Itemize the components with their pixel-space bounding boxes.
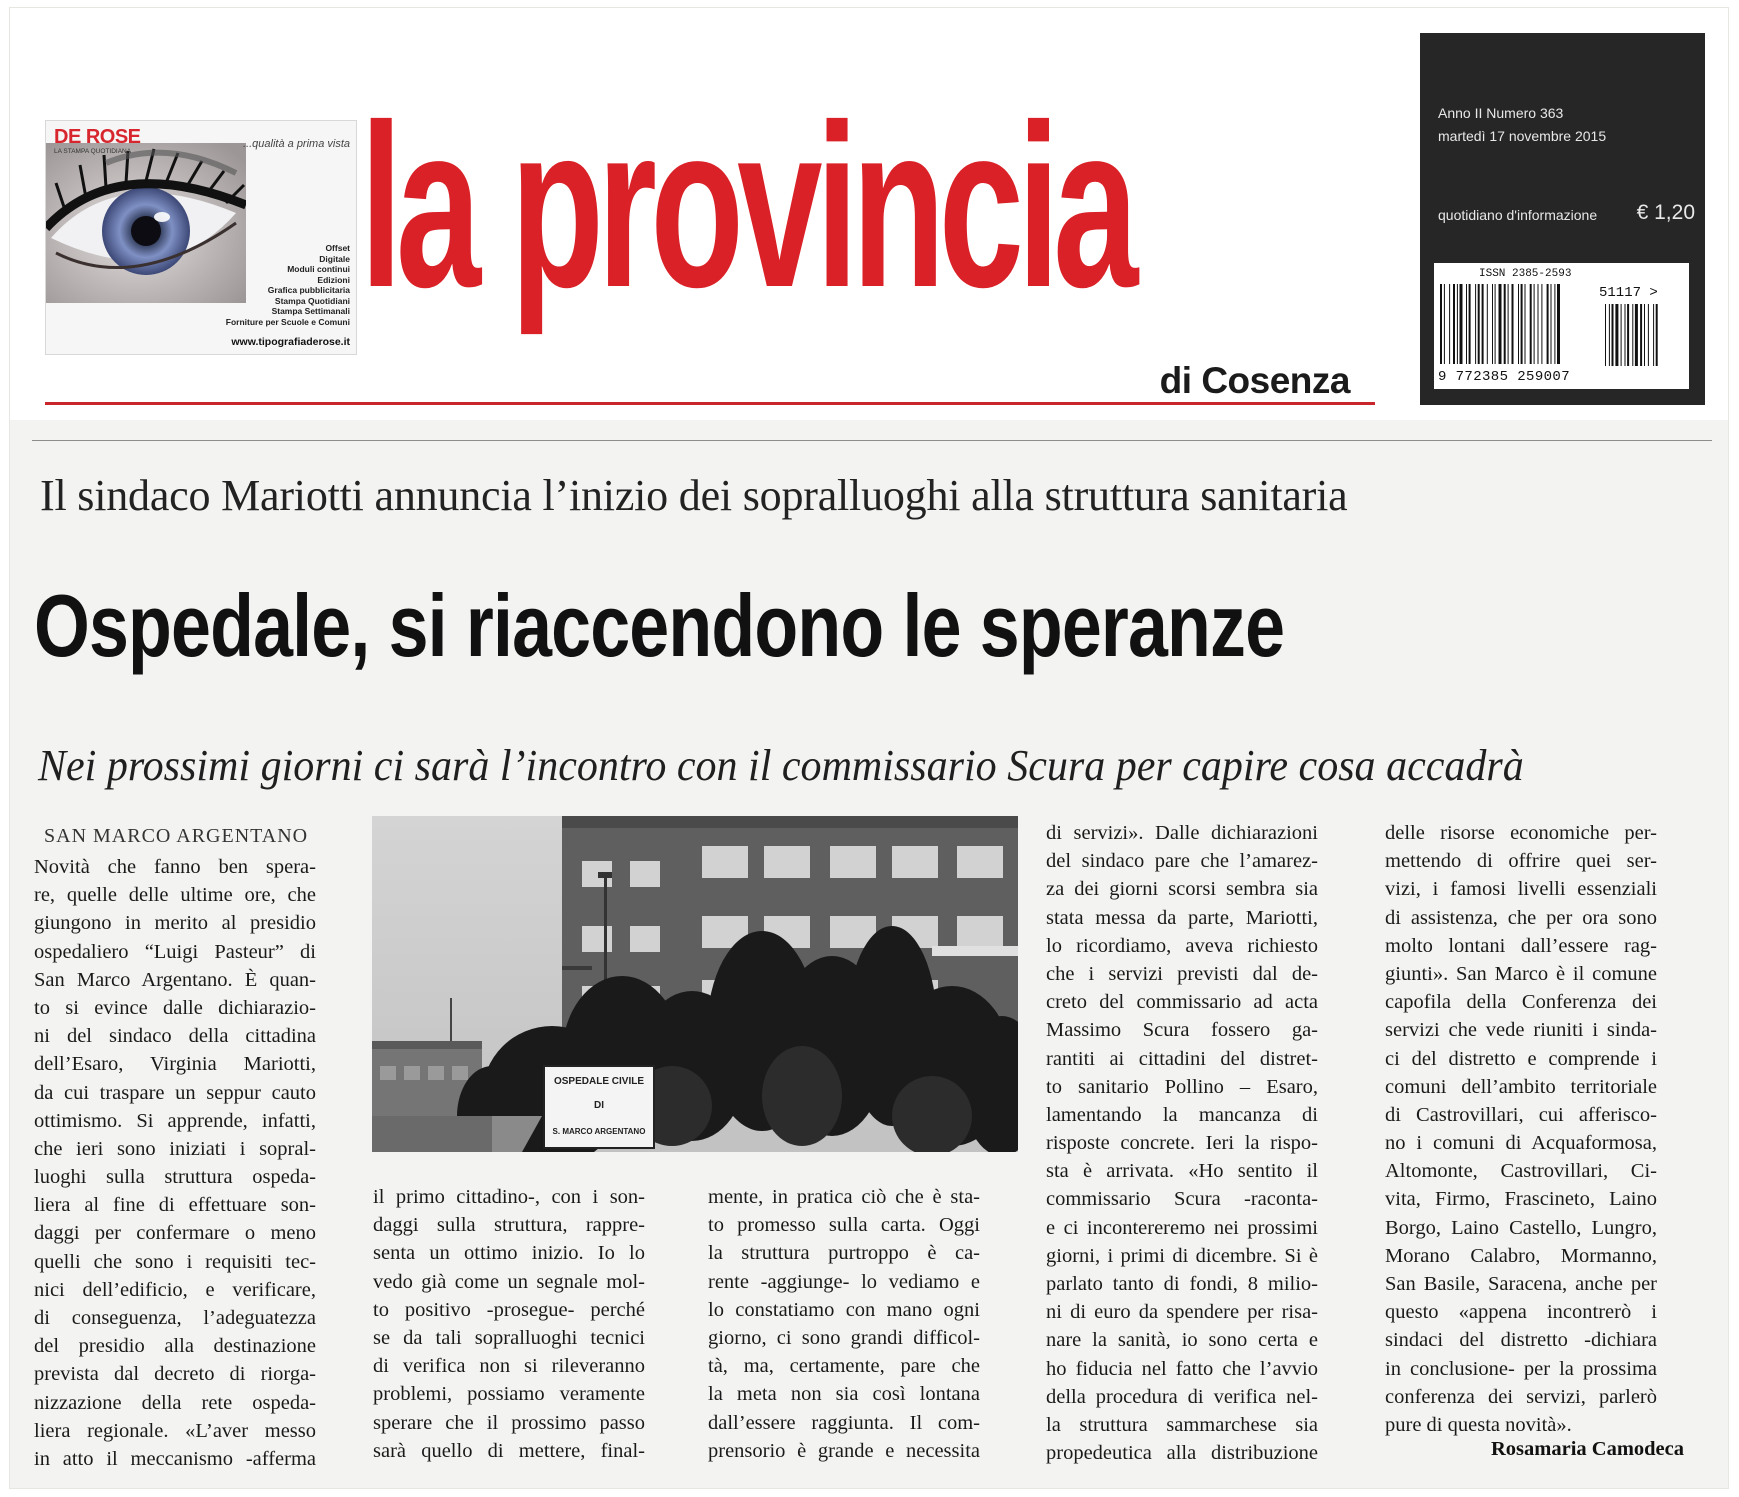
article-column-4: [1046, 819, 1318, 1467]
barcode-bar: [1499, 284, 1502, 364]
article-text-line: to si evince dalle dichiarazio-: [34, 996, 316, 1019]
article-text-line: Novità che fanno ben spera-: [34, 856, 316, 878]
article-text-line: questo «appena incontrerò i: [1385, 1301, 1657, 1324]
article-text-line: servizi che vede riuniti i sinda-: [1385, 1019, 1657, 1042]
ad-brand-subtitle: LA STAMPA QUOTIDIANA: [54, 148, 132, 155]
article-text-line: vizi, i famosi livelli essenziali: [1385, 878, 1657, 901]
article-text-line: liera al fine di effettuare son-: [34, 1194, 316, 1217]
article-text-line: daggi per confermare o meno: [34, 1222, 316, 1245]
article-text-line: risposte concrete. Ieri la rispo-: [1046, 1132, 1318, 1155]
article-text-line: parlato tanto di fondi, 8 milio-: [1046, 1273, 1318, 1295]
article-text-line: no i comuni di Acquaformosa,: [1385, 1132, 1657, 1155]
article-text-line: il primo cittadino-, con i son-: [373, 1186, 645, 1208]
article-text-line: vedo già come un segnale mol-: [373, 1270, 645, 1293]
article-text-line: nare la sanità, io sono certa e: [1046, 1329, 1318, 1352]
article-text-line: la struttura purtroppo è ca-: [708, 1242, 980, 1265]
article-byline: Rosamaria Camodeca: [1490, 1438, 1684, 1460]
article-text-line: ospedaliero “Luigi Pasteur” di: [34, 940, 316, 963]
article-text-line: delle risorse economiche per-: [1385, 822, 1657, 844]
ad-tagline: ...qualità a prima vista: [243, 138, 350, 150]
article-text-line: to positivo -prosegue- perché: [373, 1298, 645, 1321]
article-text-line: in conclusione- per la prossima: [1385, 1357, 1657, 1380]
article-text-line: quelli che sono i requisiti tec-: [34, 1250, 316, 1273]
masthead-red-rule: [45, 402, 1375, 405]
article-headline: Ospedale, si riaccendono le speranze: [34, 576, 1285, 675]
article-text-line: stata messa da parte, Mariotti,: [1046, 906, 1318, 929]
masthead-title: la provincia: [360, 77, 1132, 336]
photo-sign-line-1: OSPEDALE CIVILE: [553, 1076, 645, 1087]
article-text-line: ci del distretto e comprende i: [1385, 1047, 1657, 1070]
article-text-line: Altomonte, Castrovillari, Ci-: [1385, 1160, 1657, 1183]
barcode-bar: [1635, 304, 1638, 366]
article-text-line: Borgo, Laino Castello, Lungro,: [1385, 1216, 1657, 1239]
article-text-line: re, quelle delle ultime ore, che: [34, 884, 316, 907]
barcode-bar: [1632, 304, 1633, 366]
barcode-bar: [1512, 284, 1514, 364]
article-text-line: da cui traspare un seppur cauto: [34, 1081, 316, 1104]
article-text-line: nici dell’edificio, e verificare,: [34, 1278, 316, 1301]
barcode-bar: [1495, 284, 1496, 364]
article-text-line: lo ricordiamo, aveva richiesto: [1046, 934, 1318, 957]
barcode-bar: [1457, 284, 1458, 364]
article-text-line: sindaci del distretto -dichiara: [1385, 1329, 1657, 1352]
issue-info-panel: [1420, 33, 1705, 405]
advertisement-box: [45, 120, 357, 355]
ad-service-item: Moduli continui: [287, 264, 350, 274]
barcode-bar: [1648, 304, 1649, 366]
photo-sign-line-2: DI: [594, 1100, 604, 1111]
ad-service-item: Offset: [325, 243, 350, 253]
article-text-line: conferenza dei servizi, parlerò: [1385, 1385, 1657, 1408]
ad-service-item: Edizioni: [317, 274, 350, 285]
article-text-line: dall’essere raggiunta. Il com-: [708, 1411, 980, 1434]
article-text-line: to promesso sulla carta. Oggi: [708, 1214, 980, 1237]
headline-rule: [32, 440, 1712, 441]
article-text-line: commissario Scura -raconta-: [1046, 1188, 1318, 1211]
article-text-line: del sindaco pare che l’amarez-: [1046, 850, 1318, 873]
ad-brand-name: DE ROSE: [54, 126, 141, 148]
article-deck: Nei prossimi giorni ci sarà l’incontro con il commissario Scura per capire cosa accadrà: [38, 741, 1524, 790]
issue-date: martedì 17 novembre 2015: [1438, 128, 1607, 144]
barcode-bar: [1525, 284, 1526, 364]
newspaper-description: quotidiano d'informazione: [1438, 207, 1598, 223]
barcode-addon-digits: 51117 >: [1599, 285, 1658, 301]
article-text-line: che ieri sono iniziati i sopral-: [34, 1137, 316, 1160]
article-text-line: ottimismo. Si apprende, infatti,: [34, 1109, 316, 1132]
article-text-line: la meta non sia così lontana: [708, 1383, 980, 1406]
article-text-line: rente -aggiunge- lo vediamo e: [708, 1270, 980, 1293]
article-text-line: comuni dell’ambito territoriale: [1385, 1075, 1657, 1098]
barcode-box: [1434, 263, 1689, 389]
hospital-photo: [372, 816, 1018, 1152]
barcode-bar: [1482, 284, 1484, 364]
ad-services-list: [226, 243, 350, 327]
barcode-bar: [1466, 284, 1467, 364]
issue-number: Anno II Numero 363: [1438, 105, 1564, 121]
eye-photo-icon: [46, 143, 246, 303]
ad-website-url: www.tipografiaderose.it: [231, 336, 350, 348]
masthead-subtitle: di Cosenza: [1159, 360, 1350, 401]
article-text-line: lo constatiamo con mano ogni: [708, 1298, 980, 1321]
article-text-line: di conseguenza, l’adeguatezza: [34, 1307, 316, 1329]
article-text-line: mente, in pratica ciò che è sta-: [708, 1186, 980, 1208]
barcode-bar: [1644, 304, 1645, 366]
article-text-line: giorni, i primi di dicembre. Si è: [1046, 1244, 1318, 1267]
article-text-line: lamentando la mancanza di: [1046, 1103, 1318, 1126]
article-text-line: che i servizi previsti dal de-: [1046, 962, 1318, 985]
article-text-line: sta è arrivata. «Ho sentito il: [1046, 1160, 1318, 1183]
ad-service-item: Stampa Quotidiani: [274, 295, 350, 306]
barcode-bar: [1508, 284, 1509, 364]
barcode-bar: [1440, 284, 1442, 364]
barcode-bar: [1469, 284, 1471, 364]
barcode-bar: [1551, 284, 1552, 364]
barcode-bar: [1449, 284, 1450, 364]
article-text-line: del presidio alla destinazione: [34, 1335, 316, 1358]
article-text-line: za dei giorni scorsi sembra sia: [1046, 878, 1318, 901]
article-text-line: San Marco Argentano. È quan-: [34, 968, 316, 991]
barcode-bar: [1475, 284, 1476, 364]
article-text-line: e ci incontereremo nei prossimi: [1046, 1216, 1318, 1239]
article-text-line: in atto il meccanismo -afferma: [34, 1447, 316, 1470]
issn-number: ISSN 2385-2593: [1479, 268, 1572, 280]
article-text-line: Morano Calabro, Mormanno,: [1385, 1244, 1657, 1267]
barcode-bar: [1478, 284, 1480, 364]
article-text-line: rantiti ai cittadini del distret-: [1046, 1047, 1318, 1070]
article-text-line: giorno, ci sono grandi difficol-: [708, 1326, 980, 1349]
article-text-line: luoghi sulla struttura ospeda-: [34, 1166, 316, 1189]
article-dateline: SAN MARCO ARGENTANO: [44, 825, 309, 847]
article-text-line: della procedura di verifica nel-: [1046, 1385, 1318, 1408]
article-text-line: nizzazione della rete ospeda-: [34, 1391, 316, 1414]
article-text-line: pure di questa novità».: [1385, 1413, 1572, 1436]
article-text-line: ho fiducia nel fatto che l’avvio: [1046, 1357, 1318, 1380]
article-text-line: propedeutica alla distribuzione: [1046, 1442, 1318, 1465]
barcode-bar: [1460, 284, 1463, 364]
barcode-bar: [1554, 284, 1555, 364]
barcode-digits: 9 772385 259007: [1438, 369, 1571, 385]
article-text-line: mettendo di offrire quei ser-: [1385, 850, 1657, 873]
article-text-line: sarà quello di mettere, final-: [373, 1439, 645, 1462]
ad-service-item: Stampa Settimanali: [271, 306, 350, 316]
article-text-line: San Basile, Saracena, anche per: [1385, 1273, 1657, 1295]
barcode-bar: [1492, 284, 1493, 364]
article-text-line: prensorio è grande e necessita: [708, 1439, 980, 1462]
ad-service-item: Grafica pubblicitaria: [267, 285, 350, 295]
article-text-line: creto del commissario ad acta: [1046, 991, 1318, 1014]
article-text-line: dell’Esaro, Virginia Mariotti,: [34, 1053, 316, 1076]
article-kicker: Il sindaco Mariotti annuncia l’inizio dei sopralluoghi alla struttura sanitaria: [40, 471, 1348, 520]
photo-sign-line-3: S. MARCO ARGENTANO: [552, 1127, 646, 1136]
article-text-line: di servizi». Dalle dichiarazioni: [1046, 822, 1318, 844]
article-text-line: molto lontani dall’essere rag-: [1385, 934, 1657, 957]
barcode-bar: [1521, 284, 1523, 364]
article-column-3: [708, 1183, 980, 1465]
article-text-line: senta un ottimo inizio. Io lo: [373, 1242, 645, 1265]
article-text-line: capofila della Conferenza dei: [1385, 991, 1657, 1014]
article-text-line: to sanitario Pollino – Esaro,: [1046, 1075, 1318, 1098]
barcode-bar: [1609, 304, 1610, 366]
article-text-line: ni del sindaco della cittadina: [34, 1025, 316, 1048]
article-text-line: di assistenza, che per ora sono: [1385, 906, 1657, 929]
article-text-line: problemi, possiamo veramente: [373, 1383, 645, 1406]
barcode-bar: [1612, 304, 1614, 366]
article-text-line: vita, Firmo, Frascineto, Laino: [1385, 1188, 1657, 1211]
article-text-line: ni di euro da spendere per risa-: [1046, 1301, 1318, 1324]
barcode-bar: [1621, 304, 1622, 366]
barcode-bar: [1530, 284, 1532, 364]
barcode-bar: [1625, 304, 1626, 366]
article-text-line: liera regionale. «L’aver messo: [34, 1419, 316, 1442]
cover-price: € 1,20: [1636, 201, 1695, 224]
barcode-bar: [1547, 284, 1549, 364]
barcode-bar: [1615, 304, 1618, 366]
article-text-line: tà, ma, certamente, pare che: [708, 1355, 980, 1378]
newspaper-sheet: [10, 8, 1728, 1488]
ad-service-item: Digitale: [319, 253, 350, 264]
barcode-bar: [1653, 304, 1654, 366]
ad-service-item: Forniture per Scuole e Comuni: [225, 316, 350, 327]
hospital-building-image: [372, 816, 1018, 1152]
barcode-bar: [1504, 284, 1506, 364]
barcode-bar: [1605, 304, 1606, 366]
article-text-line: di Castrovillari, cui afferisco-: [1385, 1103, 1657, 1126]
article-column-5: [1385, 819, 1657, 1439]
barcode-bar: [1518, 284, 1519, 364]
barcode-bar: [1487, 284, 1488, 364]
barcode-bar: [1557, 284, 1560, 364]
article-text-line: giunti». San Marco è il comune: [1385, 962, 1657, 985]
barcode-bar: [1640, 304, 1642, 366]
barcode-bar: [1453, 284, 1455, 364]
article-column-2: [373, 1183, 645, 1465]
barcode-bar: [1534, 284, 1535, 364]
barcode-bar: [1627, 304, 1629, 366]
article-text-line: daggi sulla struttura, rappre-: [373, 1214, 645, 1237]
barcode-bar: [1656, 304, 1658, 366]
barcode-bar: [1541, 284, 1542, 364]
article-column-1: [34, 853, 316, 1473]
article-text-line: di verifica non si rileveranno: [373, 1355, 645, 1378]
article-text-line: prevista dal decreto di riorga-: [34, 1363, 316, 1386]
article-text-line: sperare che il prossimo passo: [373, 1411, 645, 1434]
article-text-line: se da tali sopralluoghi tecnici: [373, 1326, 645, 1349]
article-text-line: Massimo Scura fossero ga-: [1046, 1019, 1318, 1042]
article-text-line: la struttura sammarchese sia: [1046, 1413, 1318, 1436]
article-text-line: giungono in merito al presidio: [34, 912, 316, 935]
barcode-bar: [1538, 284, 1539, 364]
barcode-bar: [1444, 284, 1445, 364]
